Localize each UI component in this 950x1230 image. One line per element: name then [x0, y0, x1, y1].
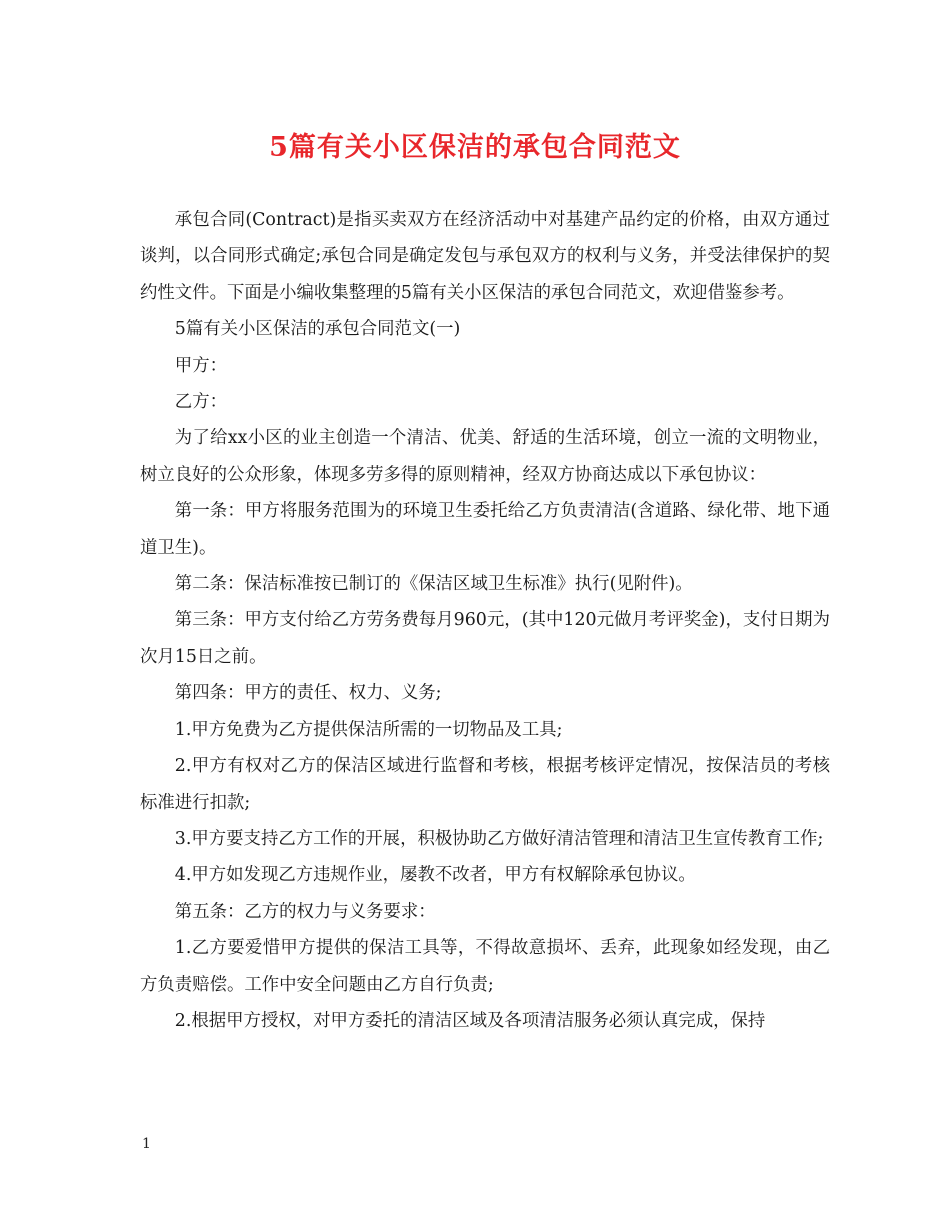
article-4-item-4: 4.甲方如发现乙方违规作业，屡教不改者，甲方有权解除承包协议。 [174, 865, 696, 886]
article-2: 第二条：保洁标准按已制订的《保洁区域卫生标准》执行(见附件)。 [174, 574, 693, 595]
document-title: 5篇有关小区保洁的承包合同范文 [269, 132, 681, 163]
article-4-item-1: 1.甲方免费为乙方提供保洁所需的一切物品及工具; [174, 719, 563, 740]
article-4-item-2: 2.甲方有权对乙方的保洁区域进行监督和考核，根据考核评定情况，按保洁员的考核标准进行扣款; [140, 756, 830, 813]
article-4-item-3: 3.甲方要支持乙方工作的开展，积极协助乙方做好清洁管理和清洁卫生宣传教育工作; [174, 828, 824, 849]
preamble-paragraph: 为了给xx小区的业主创造一个清洁、优美、舒适的生活环境，创立一流的文明物业，树立良好的公众形象，体现多劳多得的原则精神，经双方协商达成以下承包协议： [140, 428, 830, 485]
intro-paragraph: 承包合同(Contract)是指买卖双方在经济活动中对基建产品约定的价格，由双方通过谈判，以合同形式确定;承包合同是确定发包与承包双方的权利与义务，并受法律保护的契约性文件。下面是小编收集整理的5篇有关小区保洁的承包合同范文，欢迎借鉴参考。 [140, 210, 830, 303]
page-number: 1 [142, 1136, 151, 1152]
document-body [140, 202, 830, 1039]
article-5-item-2: 2.根据甲方授权，对甲方委托的清洁区域及各项清洁服务必须认真完成，保持 [174, 1010, 766, 1031]
party-b-line: 乙方： [174, 392, 227, 413]
article-5: 第五条：乙方的权力与义务要求： [174, 901, 436, 922]
article-5-item-1: 1.乙方要爱惜甲方提供的保洁工具等，不得故意损坏、丢弃，此现象如经发现，由乙方负责赔偿。工作中安全问题由乙方自行负责; [140, 938, 830, 995]
article-3: 第三条：甲方支付给乙方劳务费每月960元，(其中120元做月考评奖金)，支付日期为次月15日之前。 [140, 610, 830, 667]
party-a-line: 甲方： [174, 355, 227, 376]
article-1: 第一条：甲方将服务范围为的环境卫生委托给乙方负责清洁(含道路、绿化带、地下通道卫生)。 [140, 501, 830, 558]
section-heading: 5篇有关小区保洁的承包合同范文(一) [174, 319, 461, 340]
article-4: 第四条：甲方的责任、权力、义务; [174, 683, 442, 704]
